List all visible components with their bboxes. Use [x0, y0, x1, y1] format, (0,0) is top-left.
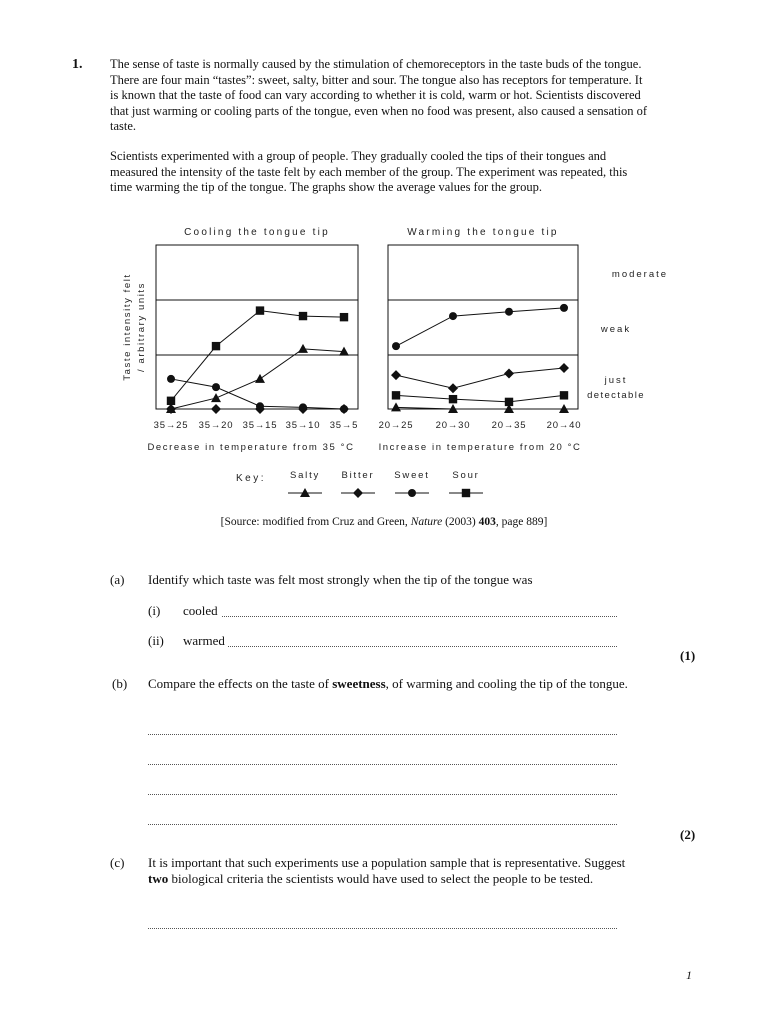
part-a-question: Identify which taste was felt most strongly when the tip of the tongue was: [148, 572, 533, 587]
sour-point-chart1: [340, 313, 348, 321]
answer-line-a-ii[interactable]: [228, 645, 617, 647]
part-b-label: (b): [112, 676, 128, 691]
key-sweet-symbol: [408, 489, 416, 497]
part-c-question-end: biological criteria the scientists would have used to select the people to be tested.: [168, 871, 594, 886]
key-symbols: [288, 488, 483, 498]
source-suffix: , page 889]: [495, 516, 548, 528]
level-label-moderate: moderate: [611, 269, 669, 280]
right-x-axis-label: Increase in temperature from 20 °C: [378, 442, 582, 453]
part-b-question-end: , of warming and cooling the tip of the tongue.: [385, 676, 628, 691]
right-chart-title: Warming the tongue tip: [407, 227, 559, 238]
answer-line-c-1[interactable]: [148, 927, 617, 929]
sour-point-chart1: [212, 342, 220, 350]
part-a-ii-label: (ii): [148, 633, 164, 648]
key-sour-symbol: [462, 489, 470, 497]
salty-point-chart2: [391, 402, 401, 411]
taste-graphs: [100, 220, 669, 510]
sour-point-chart1: [299, 312, 307, 320]
source-citation: [0, 516, 768, 528]
part-c-question-start: It is important that such experiments use a population sample that is representative. Suggest: [148, 855, 626, 870]
sour-line-chart2: [396, 395, 564, 402]
bitter-point-chart2: [559, 363, 569, 373]
part-b-question: [148, 676, 638, 692]
y-axis-label-2: / arbitrary units: [136, 281, 147, 373]
left-x-axis-label: Decrease in temperature from 35 °C: [147, 442, 355, 453]
sweet-point-chart2: [505, 308, 513, 316]
page-number: 1: [686, 968, 692, 982]
answer-line-b-1[interactable]: [148, 733, 617, 735]
sweet-point-chart2: [560, 304, 568, 312]
sweet-point-chart1: [256, 402, 264, 410]
left-tick-label: 35→20: [198, 420, 234, 431]
intro-paragraph: The sense of taste is normally caused by the stimulation of chemoreceptors in the taste buds of the tongue. There are four main “tastes”: sweet, salty, bitter and sour. The tongue also has receptors for temperature. It is known that the taste of food can vary according to whether it is cold, warm or hot. Scientists discovered that just warming or cooling parts of the tongue, even when no food was present, also caused a sensation of taste.: [110, 57, 648, 133]
right-tick-label: 20→30: [435, 420, 471, 431]
left-tick-label: 35→10: [285, 420, 321, 431]
sweet-point-chart1: [167, 375, 175, 383]
part-a-marks: (1): [680, 648, 696, 663]
sour-point-chart2: [505, 398, 513, 406]
left-chart-title: Cooling the tongue tip: [184, 227, 330, 238]
part-a-ii-text: warmed: [183, 633, 225, 648]
sweet-point-chart2: [449, 312, 457, 320]
level-label-weak: weak: [600, 324, 632, 335]
source-journal: Nature: [410, 516, 443, 528]
sweet-point-chart2: [392, 342, 400, 350]
key-label: Key:: [236, 473, 267, 484]
sweet-line-chart2: [396, 308, 564, 346]
key-sweet-label: Sweet: [394, 470, 430, 481]
level-label-detectable: detectable: [587, 390, 645, 401]
part-c-label: (c): [110, 855, 125, 870]
left-x-tick-labels: [154, 420, 359, 431]
left-tick-label: 35→5: [329, 420, 359, 431]
left-tick-label: 35→15: [242, 420, 278, 431]
bitter-line-chart2: [396, 368, 564, 388]
level-label-just: just: [604, 375, 628, 386]
part-a-label: (a): [110, 572, 125, 587]
bitter-point-chart1: [211, 404, 221, 414]
answer-line-a-i[interactable]: [222, 615, 617, 617]
source-volume: 403: [478, 516, 496, 528]
salty-point-chart1: [298, 344, 308, 353]
right-x-tick-labels: [379, 420, 582, 431]
method-paragraph: Scientists experimented with a group of people. They gradually cooled the tips of their tongues and measured the intensity of the taste felt by each member of the group. The experiment was repeated, this time warming the tip of the tongue. The graphs show the average values for the group.: [110, 149, 628, 194]
bitter-point-chart2: [504, 368, 514, 378]
sour-point-chart2: [449, 395, 457, 403]
part-b-question-start: Compare the effects on the taste of: [148, 676, 333, 691]
part-a-i-label: (i): [148, 603, 161, 618]
salty-point-chart1: [255, 374, 265, 383]
answer-line-b-4[interactable]: [148, 823, 617, 825]
sweet-point-chart1: [340, 405, 348, 413]
bitter-point-chart2: [448, 383, 458, 393]
sweet-point-chart1: [212, 383, 220, 391]
right-tick-label: 20→25: [378, 420, 414, 431]
right-tick-label: 20→40: [546, 420, 582, 431]
source-prefix: [Source: modified from Cruz and Green,: [220, 516, 411, 528]
sour-point-chart1: [167, 397, 175, 405]
part-b-marks: (2): [680, 827, 696, 842]
answer-line-b-3[interactable]: [148, 793, 617, 795]
question-number: 1.: [72, 57, 83, 72]
left-tick-label: 35→25: [153, 420, 189, 431]
source-year: (2003): [442, 516, 479, 528]
part-c-question-bold: two: [148, 871, 169, 886]
y-axis-label-1: Taste intensity felt: [122, 273, 133, 381]
part-c-question: [148, 855, 648, 887]
answer-line-b-2[interactable]: [148, 763, 617, 765]
sour-point-chart1: [256, 306, 264, 314]
part-a-i-text: cooled: [183, 603, 218, 618]
right-plot-frame: [388, 245, 578, 409]
sour-point-chart2: [560, 391, 568, 399]
key-bitter-label: Bitter: [341, 470, 375, 481]
left-plot-frame: [156, 245, 358, 409]
part-b-question-bold: sweetness: [332, 676, 386, 691]
sweet-point-chart1: [299, 403, 307, 411]
sour-point-chart2: [392, 391, 400, 399]
salty-point-chart1: [211, 393, 221, 402]
key-salty-label: Salty: [289, 470, 321, 481]
bitter-point-chart2: [391, 370, 401, 380]
sour-line-chart1: [171, 311, 344, 401]
right-tick-label: 20→35: [491, 420, 527, 431]
data-series: [166, 304, 569, 414]
key-bitter-symbol: [353, 488, 363, 498]
key-sour-label: Sour: [452, 470, 480, 481]
